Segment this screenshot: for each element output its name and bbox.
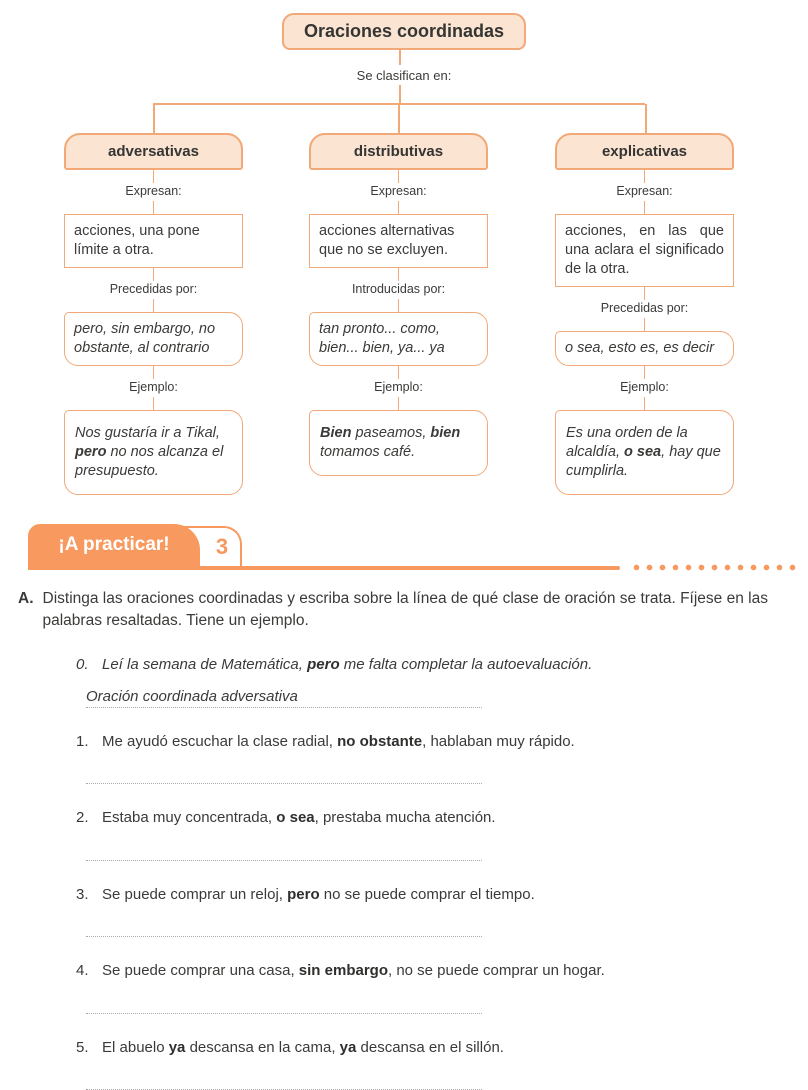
connector-line xyxy=(153,397,155,410)
exercise-item-5 xyxy=(76,1038,790,1090)
connector-line xyxy=(644,201,646,214)
column-header: explicativas xyxy=(555,133,734,170)
connector-line xyxy=(153,201,155,214)
express-box: acciones alternativas que no se excluyen. xyxy=(309,214,488,268)
practice-banner xyxy=(0,518,808,570)
concept-map xyxy=(0,0,808,500)
item-sentence: Leí la semana de Matemática, pero me falta completar la autoevaluación. xyxy=(102,656,592,673)
connector-line xyxy=(398,170,400,183)
diagram-title: Oraciones coordinadas xyxy=(282,13,526,50)
section-letter: A. xyxy=(18,588,34,632)
connector-line xyxy=(399,85,401,103)
instruction-row xyxy=(18,588,790,632)
item-sentence: Estaba muy concentrada, o sea, prestaba mucha atención. xyxy=(102,809,496,826)
item-sentence: Me ayudó escuchar la clase radial, no obstante, hablaban muy rápido. xyxy=(102,733,575,750)
connector-box: pero, sin embargo, no obstante, al contrario xyxy=(64,312,243,366)
connector-line xyxy=(398,268,400,281)
example-box: Nos gustaría ir a Tikal, pero no nos alcanza el presupuesto. xyxy=(64,410,243,495)
column-adversativas xyxy=(64,133,243,495)
connector-line xyxy=(153,268,155,281)
practice-title-tab: ¡A practicar! xyxy=(28,524,200,566)
item-number: 2. xyxy=(76,808,89,828)
banner-underline xyxy=(28,566,620,571)
connector-line xyxy=(153,299,155,312)
instruction-text: Distinga las oraciones coordinadas y escriba sobre la línea de qué clase de oración se trata. Fíjese en las palabras resaltadas. Tiene un ejemplo. xyxy=(43,588,791,632)
item-number: 3. xyxy=(76,885,89,905)
express-label: Expresan: xyxy=(370,183,426,201)
example-label: Ejemplo: xyxy=(129,379,178,397)
example-label: Ejemplo: xyxy=(374,379,423,397)
answer-line[interactable] xyxy=(86,841,482,861)
column-distributivas xyxy=(309,133,488,476)
answer-line[interactable] xyxy=(86,994,482,1014)
column-explicativas xyxy=(555,133,734,495)
answer-line[interactable] xyxy=(86,917,482,937)
connector-line xyxy=(398,397,400,410)
express-label: Expresan: xyxy=(125,183,181,201)
answer-line[interactable]: Oración coordinada adversativa xyxy=(86,688,482,708)
item-sentence: El abuelo ya descansa en la cama, ya descansa en el sillón. xyxy=(102,1039,504,1056)
connector-line xyxy=(644,170,646,183)
exercise-items xyxy=(76,655,790,1090)
connector-line xyxy=(645,104,647,133)
exercise-item-1 xyxy=(76,732,790,785)
connector-line xyxy=(398,366,400,379)
practice-number: 3 xyxy=(216,534,228,560)
exercise-item-0 xyxy=(76,655,790,708)
connector-line xyxy=(398,104,400,133)
connector-line xyxy=(644,287,646,300)
example-box: Es una orden de la alcaldía, o sea, hay que cumplirla. xyxy=(555,410,734,495)
item-sentence: Se puede comprar un reloj, pero no se puede comprar el tiempo. xyxy=(102,886,535,903)
exercise-section xyxy=(18,588,790,1090)
connector-line xyxy=(398,201,400,214)
item-number: 4. xyxy=(76,961,89,981)
example-box: Bien paseamos, bien tomamos café. xyxy=(309,410,488,476)
connector-line xyxy=(153,170,155,183)
express-box: acciones, una pone límite a otra. xyxy=(64,214,243,268)
exercise-item-2 xyxy=(76,808,790,861)
example-label: Ejemplo: xyxy=(620,379,669,397)
item-number: 1. xyxy=(76,732,89,752)
connector-label: Precedidas por: xyxy=(601,300,689,318)
exercise-item-4 xyxy=(76,961,790,1014)
connector-line xyxy=(153,104,155,133)
connector-line xyxy=(644,397,646,410)
banner-dotted-line xyxy=(630,564,800,571)
answer-line[interactable] xyxy=(86,764,482,784)
connector-line xyxy=(399,48,401,65)
column-header: distributivas xyxy=(309,133,488,170)
connector-line xyxy=(398,299,400,312)
answer-line[interactable] xyxy=(86,1070,482,1090)
item-number: 5. xyxy=(76,1038,89,1058)
express-box: acciones, en las que una aclara el significado de la otra. xyxy=(555,214,734,287)
item-number: 0. xyxy=(76,655,89,675)
connector-line xyxy=(153,366,155,379)
connector-label: Introducidas por: xyxy=(352,281,445,299)
classify-label: Se clasifican en: xyxy=(0,68,808,83)
exercise-item-3 xyxy=(76,885,790,938)
connector-line xyxy=(644,318,646,331)
express-label: Expresan: xyxy=(616,183,672,201)
connector-line xyxy=(644,366,646,379)
connector-box: tan pronto... como, bien... bien, ya... ya xyxy=(309,312,488,366)
column-header: adversativas xyxy=(64,133,243,170)
item-sentence: Se puede comprar una casa, sin embargo, no se puede comprar un hogar. xyxy=(102,962,605,979)
connector-label: Precedidas por: xyxy=(110,281,198,299)
connector-box: o sea, esto es, es decir xyxy=(555,331,734,366)
